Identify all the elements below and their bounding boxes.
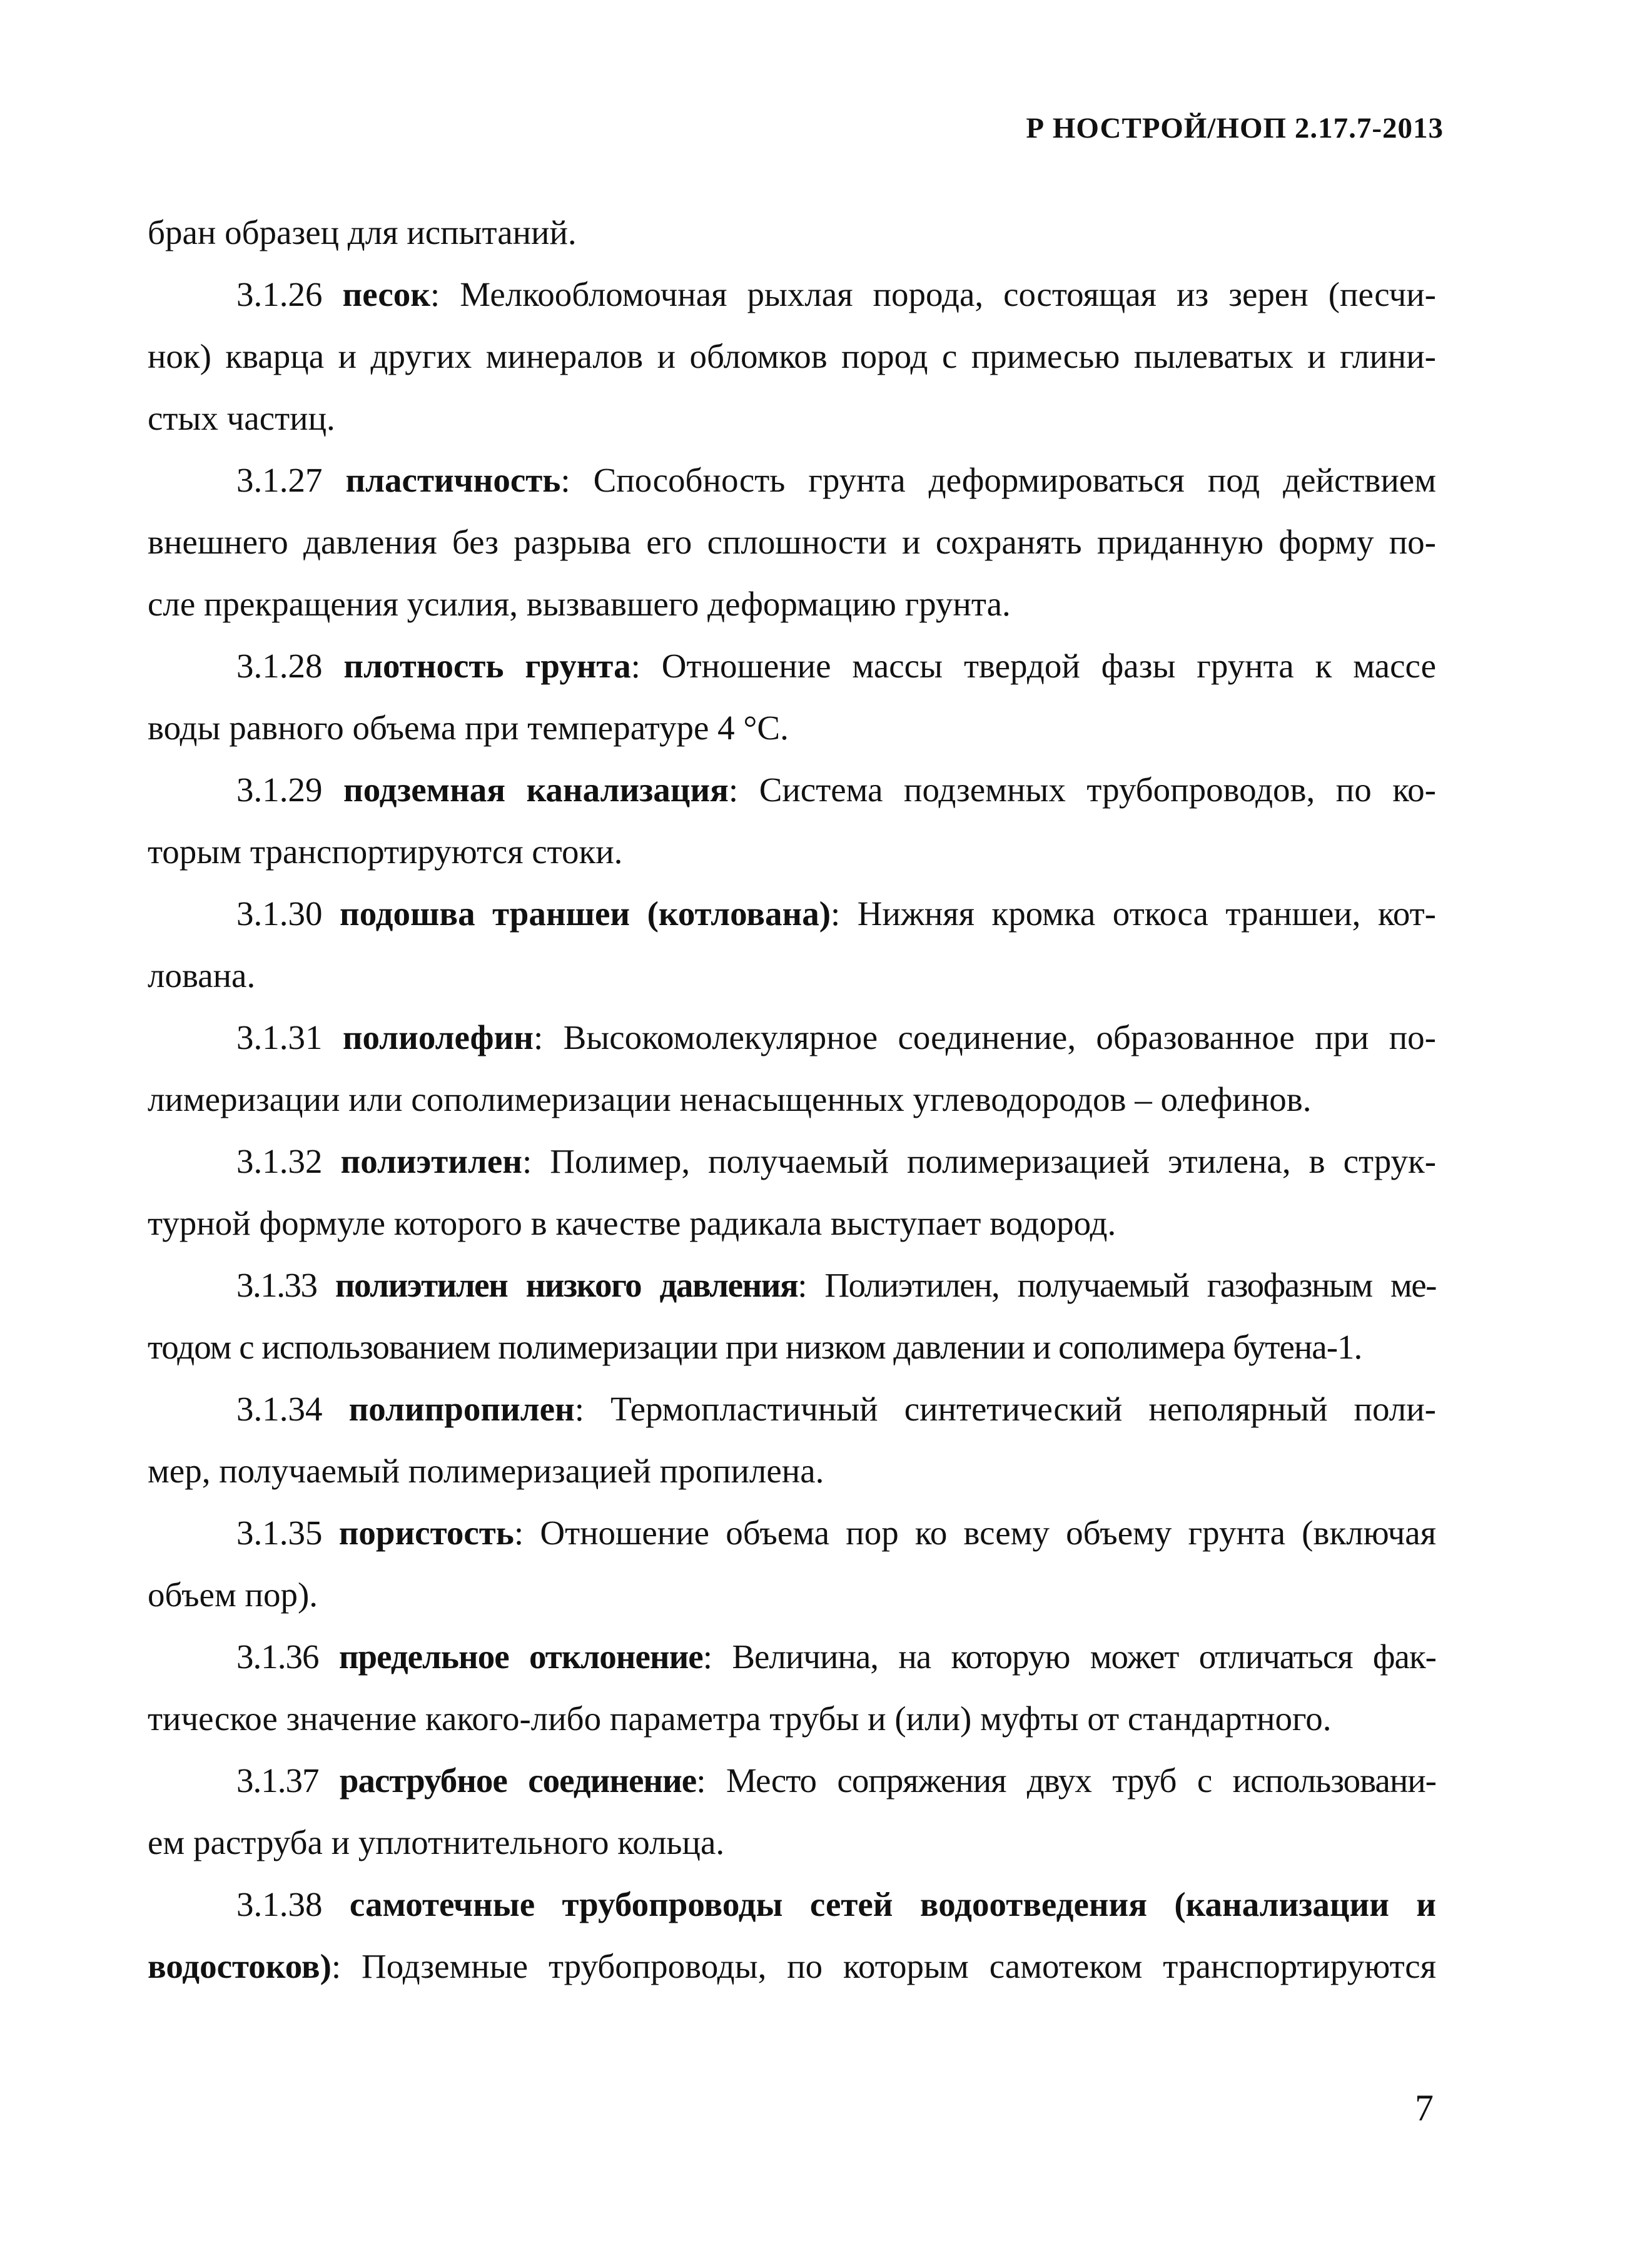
text-line: лована. [148,956,256,995]
definition-3-1-34: 3.1.34 полипропилен: Термопластичный синтетический неполярный поли- [236,1390,1436,1428]
document-code-header: Р НОСТРОЙ/НОП 2.17.7-2013 [1026,112,1444,144]
text-line: водостоков): Подземные трубопроводы, по которым самотеком транспортируются [148,1947,1436,1985]
text-line: сле прекращения усилия, вызвавшего деформацию грунта. [148,585,1011,623]
definition-3-1-31: 3.1.31 полиолефин: Высокомолекулярное соединение, образованное при по- [236,1018,1436,1056]
text-line: лимеризации или сополимеризации ненасыщенных углеводородов – олефинов. [148,1080,1312,1118]
term: раструбное соединение [339,1761,697,1800]
term: водостоков) [148,1947,332,1985]
definition-3-1-28: 3.1.28 плотность грунта: Отношение массы твердой фазы грунта к массе [236,647,1436,685]
term: полиэтилен низкого давления [335,1266,798,1304]
term: подземная канализация [343,771,729,809]
definition-3-1-32: 3.1.32 полиэтилен: Полимер, получаемый полимеризацией этилена, в струк- [236,1142,1437,1180]
text-line: торым транспортируются стоки. [148,833,623,871]
term: полиэтилен [340,1142,522,1180]
text-line: мер, получаемый полимеризацией пропилена. [148,1452,824,1490]
text-line: объем пор). [148,1576,318,1614]
text-line: воды равного объема при температуре 4 °С. [148,709,789,747]
definition-3-1-33: 3.1.33 полиэтилен низкого давления: Полиэтилен, получаемый газофазным ме- [236,1266,1436,1304]
term: предельное отклонение [338,1638,703,1676]
definition-3-1-29: 3.1.29 подземная канализация: Система подземных трубопроводов, по ко- [236,771,1436,809]
definition-3-1-26: 3.1.26 песок: Мелкообломочная рыхлая порода, состоящая из зерен (песчи- [236,275,1436,313]
text-line: внешнего давления без разрыва его сплошности и сохранять приданную форму по- [148,523,1436,561]
term: подошва траншеи (котлована) [340,894,831,933]
term: пористость [338,1514,514,1552]
term: полиолефин [342,1018,534,1056]
text-line: стых частиц. [148,399,335,437]
definition-3-1-27: 3.1.27 пластичность: Способность грунта деформироваться под действием [236,461,1437,499]
definition-3-1-38: 3.1.38 самотечные трубопроводы сетей водоотведения (канализации и [236,1885,1436,1923]
text-line: ем раструба и уплотнительного кольца. [148,1823,725,1861]
definition-3-1-36: 3.1.36 предельное отклонение: Величина, на которую может отличаться фак- [236,1638,1436,1676]
definition-3-1-30: 3.1.30 подошва траншеи (котлована): Нижняя кромка откоса траншеи, кот- [236,894,1436,933]
term: пластичность [345,461,561,499]
page-number: 7 [1415,2087,1434,2129]
text-line: нок) кварца и других минералов и обломков пород с примесью пылеватых и глини- [148,337,1436,375]
term: песок [342,275,430,313]
text-line: турной формуле которого в качестве радикала выступает водород. [148,1204,1116,1242]
text-line: бран образец для испытаний. [148,213,577,251]
term: самотечные трубопроводы сетей водоотведения (канализации и [349,1885,1436,1923]
definition-3-1-35: 3.1.35 пористость: Отношение объема пор ко всему объему грунта (включая [236,1514,1437,1552]
term: полипропилен [348,1390,575,1428]
definition-3-1-37: 3.1.37 раструбное соединение: Место сопряжения двух труб с использовани- [236,1761,1436,1800]
text-line: тодом с использованием полимеризации при низком давлении и сополимера бутена-1. [148,1328,1362,1366]
document-body [148,201,1436,1997]
text-line: тическое значение какого-либо параметра трубы и (или) муфты от стандартного. [148,1699,1332,1738]
term: плотность грунта [343,647,631,685]
